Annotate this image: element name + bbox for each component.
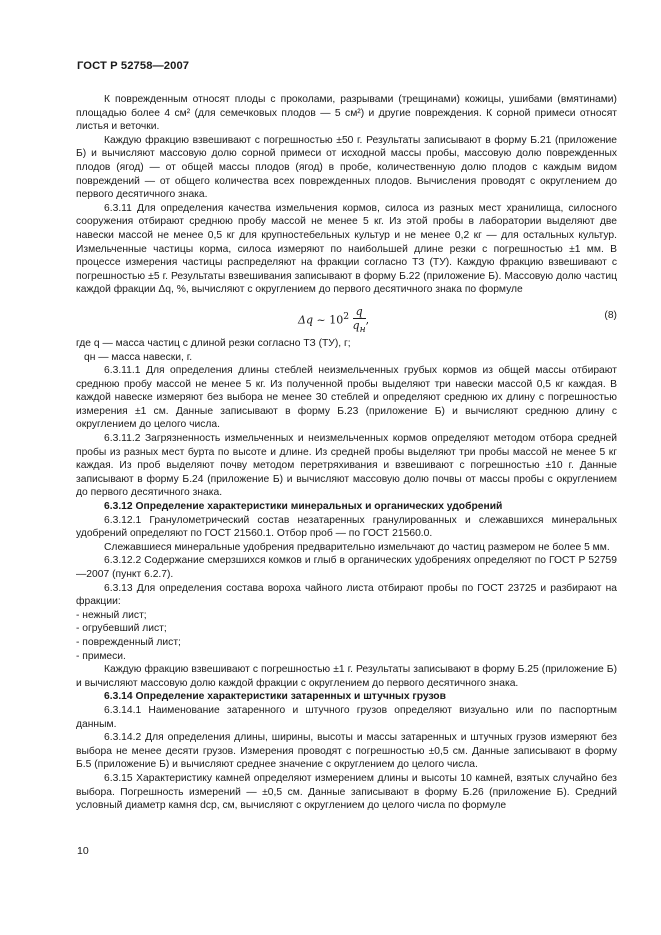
paragraph-damaged-fruits: К поврежденным относят плоды с проколами, разрывами (трещинами) кожицы, ушибами (вмятинами) площадью более 4 см² (для семечковых плодов — 5 см²) и другие повреждения. К сорной примеси относят листья и веточки.: [76, 94, 617, 133]
formula-number: (8): [604, 309, 617, 321]
formula-fraction: [353, 305, 366, 336]
paragraph-6-3-13: 6.3.13 Для определения состава вороха чайного листа отбирают пробы по ГОСТ 23725 и разбирают на фракции:: [76, 582, 617, 608]
paragraph-6-3-15: 6.3.15 Характеристику камней определяют измерением длины и высоты 10 камней, взятых случайно без выбора. Погрешность измерений — ±0,5 см. Данные записывают в форму Б.26 (приложение Б). Средний условный диаметр камня dср, см, вычисляют с округлением до целого числа по формуле: [76, 772, 617, 812]
list-item: - огрубевший лист;: [76, 623, 167, 635]
list-item: - примеси.: [76, 650, 126, 662]
page-number: 10: [77, 845, 89, 857]
paragraph-fraction-weighing: Каждую фракцию взвешивают с погрешностью ±50 г. Результаты записывают в форму Б.21 (приложение Б) и вычисляют массовую долю сорной примеси от исходной массы пробы, массовую долю поврежденных плодов (ягод) — от общей массы плодов (ягод) в пробе, количественную долю плодов с каждым видом повреждений — от общего количества всех поврежденных плодов. Вычисления проводят с округлением до первого десятичного знака.: [76, 134, 617, 201]
where-line-qn: qн — масса навески, г.: [84, 351, 193, 363]
paragraph-6-3-12-2: 6.3.12.2 Содержание смерзшихся комков и глыб в органических удобрениях определяют по ГОСТ Р 52759—2007 (пункт 6.2.7).: [76, 555, 617, 580]
formula-lhs: Δq: [298, 313, 313, 327]
formula-coef: 10: [329, 313, 344, 327]
paragraph-6-3-12-1: 6.3.12.1 Гранулометрический состав незатаренных гранулированных и слежавшихся минеральных удобрений определяют по ГОСТ 21560.1. Отбор проб — по ГОСТ 21560.0.: [76, 514, 617, 540]
paragraph-6-3-11-1: 6.3.11.1 Для определения длины стеблей неизмельченных грубых кормов из общей массы отбирают среднюю пробу массой не менее 5 кг. Из полученной пробы выделяют три навески массой 0,5 кг каждая. В каждой навеске измеряют без выбора не менее 30 стеблей и определяют среднюю их длину с погрешностью измерения ±1 см. Данные записывают в форму Б.23 (приложение Б) и вычисляют среднюю длину с округлением до целого числа.: [76, 365, 617, 431]
formula-expression: [298, 305, 369, 336]
document-body: [76, 93, 617, 813]
paragraph-tea-fractions: Каждую фракцию взвешивают с погрешностью ±1 г. Результаты записывают в форму Б.25 (приложение Б) и вычисляют массовую долю каждой фракции с округлением до первого десятичного знака.: [76, 664, 617, 689]
document-header: ГОСТ Р 52758—2007: [77, 60, 190, 72]
formula-denominator-sub: н: [359, 324, 366, 336]
heading-6-3-14: 6.3.14 Определение характеристики затаренных и штучных грузов: [104, 691, 446, 703]
paragraph-caked-fertilizer: Слежавшиеся минеральные удобрения предварительно измельчают до частиц размером не более 5 мм.: [104, 541, 610, 553]
formula-exp: 2: [343, 310, 350, 322]
formula-numerator: q: [353, 305, 366, 319]
paragraph-6-3-14-2: 6.3.14.2 Для определения длины, ширины, высоты и массы затаренных и штучных грузов измеряют без выбора не менее десяти грузов. Измерения проводят с погрешностью ±0,5 см. Данные записывают в форму Б.5 (приложение Б) и вычисляют среднее значение с округлением до целого числа.: [76, 732, 617, 771]
formula-denominator-wrap: [353, 319, 366, 336]
paragraph-6-3-11: 6.3.11 Для определения качества измельчения кормов, силоса из разных мест хранилища, силосного сооружения отбирают среднюю пробу массой не менее 5 кг. Из этой пробы в лаборатории выделяют две навески массой не менее 0,5 кг для крупностебельных культур и не менее 0,2 кг — для остальных культур. Измельченные частицы корма, силоса измеряют по наибольшей длине резки с погрешностью ±1 мм. В процессе измерения частицы распределяют на фракции согласно ТЗ (ТУ). Каждую фракцию взвешивают с погрешностью ±5 г. Результаты взвешивания записывают в форму Б.22 (приложение Б). Массовую долю частиц каждой фракции Δq, %, вычисляют с округлением до первого десятичного знака по формуле: [76, 202, 617, 296]
list-item: - нежный лист;: [76, 609, 147, 621]
where-line-q: где q — масса частиц с длиной резки согласно ТЗ (ТУ), г;: [76, 337, 351, 349]
paragraph-6-3-11-2: 6.3.11.2 Загрязненность измельченных и неизмельченных кормов определяют методом отбора средней пробы из разных мест бурта по высоте и длине. Из средней пробы выделяют три пробы массой не менее 5 кг каждая. Из проб выделяют почву методом перетряхивания и взвешивают с погрешностью ±10 г. Данные записывают в форму Б.24 (приложение Б) и вычисляют массовую долю почвы от массы пробы с округлением до первого десятичного знака.: [76, 433, 617, 499]
paragraph-6-3-14-1: 6.3.14.1 Наименование затаренного и штучного грузов определяют визуально или по паспортным данным.: [76, 704, 617, 730]
formula-trailing: ,: [365, 313, 370, 327]
list-item: - поврежденный лист;: [76, 636, 181, 648]
heading-6-3-12: 6.3.12 Определение характеристики минеральных и органических удобрений: [104, 501, 503, 513]
formula-denominator: q: [352, 318, 360, 332]
formula-8: [76, 299, 617, 335]
formula-approx: ~: [316, 313, 326, 327]
